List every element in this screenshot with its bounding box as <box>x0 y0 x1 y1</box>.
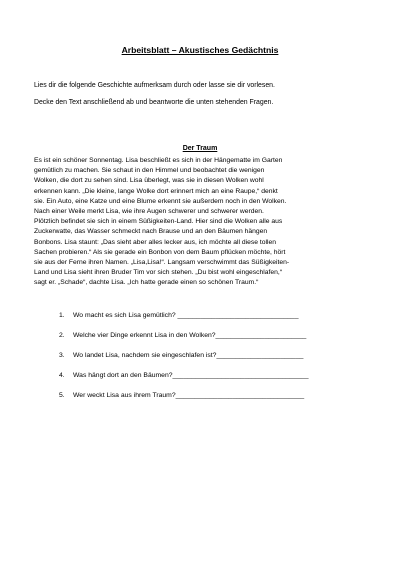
story-line: sagt er. „Schade“, dachte Lisa. „Ich hatte gerade einen so schönen Traum.“ <box>34 279 259 287</box>
instruction-cover: Decke den Text anschließend ab und beantworte die unten stehenden Fragen. <box>34 99 274 106</box>
story-line: Land und Lisa sieht ihren Bruder Tim vor sich stehen. „Du bist wohl eingeschlafen,“ <box>34 269 283 277</box>
question-number: 2. <box>59 332 65 339</box>
question-item <box>59 391 359 411</box>
question-text: Wo macht es sich Lisa gemütlich? ________________________________ <box>73 312 299 319</box>
question-list <box>59 311 359 411</box>
worksheet-title: Arbeitsblatt – Akustisches Gedächtnis <box>121 45 279 55</box>
question-number: 3. <box>59 352 65 359</box>
story-line: Zuckerwatte, das Wasser schmeckt nach Brause und an den Bäumen hängen <box>34 228 268 236</box>
question-item <box>59 311 359 331</box>
story-line: sie aus der Ferne ihren Namen. „Lisa,Lisa!“. Langsam verschwimmt das Süßigkeiten- <box>34 258 290 266</box>
instruction-read: Lies dir die folgende Geschichte aufmerksam durch oder lasse sie dir vorlesen. <box>34 82 275 89</box>
question-item <box>59 371 359 391</box>
question-item <box>59 351 359 371</box>
question-text: Was hängt dort an den Bäumen?____________________________________ <box>73 372 309 379</box>
story-line: Sachen probieren.“ Als sie gerade ein Bonbon von dem Baum pflücken möchte, hört <box>34 248 286 256</box>
question-text: Wo landet Lisa, nachdem sie eingeschlafen ist?_______________________ <box>73 352 304 359</box>
story-line: gemütlich zu machen. Sie schaut in den Himmel und beobachtet die wenigen <box>34 167 265 175</box>
question-number: 4. <box>59 372 65 379</box>
question-text: Wer weckt Lisa aus ihrem Traum?__________________________________ <box>73 392 305 399</box>
story-line: sie. Ein Auto, eine Katze und eine Blume erkennt sie außerdem noch in den Wolken. <box>34 197 287 205</box>
story-text <box>34 156 374 288</box>
story-title: Der Traum <box>182 145 218 152</box>
story-line: Plötzlich befindet sie sich in einem Süßigkeiten-Land. Hier sind die Wolken alle aus <box>34 218 283 226</box>
question-number: 5. <box>59 392 65 399</box>
story-line: erkennen kann. „Die kleine, lange Wolke dort erinnert mich an eine Raupe,“ denkt <box>34 187 278 195</box>
story-line: Es ist ein schöner Sonnentag. Lisa beschließt es sich in der Hängematte im Garten <box>34 157 283 164</box>
story-line: Bonbons. Lisa staunt: „Das sieht aber alles lecker aus, ich möchte all diese tollen <box>34 238 277 246</box>
question-item <box>59 331 359 351</box>
question-text: Welche vier Dinge erkennt Lisa in den Wolken?________________________ <box>73 332 307 339</box>
story-line: Nach einer Weile merkt Lisa, wie ihre Augen schwerer und schwerer werden. <box>34 207 264 215</box>
question-number: 1. <box>59 312 65 319</box>
story-line: Wolken, die dort zu sehen sind. Lisa überlegt, was sie in diesen Wolken wohl <box>34 177 264 185</box>
